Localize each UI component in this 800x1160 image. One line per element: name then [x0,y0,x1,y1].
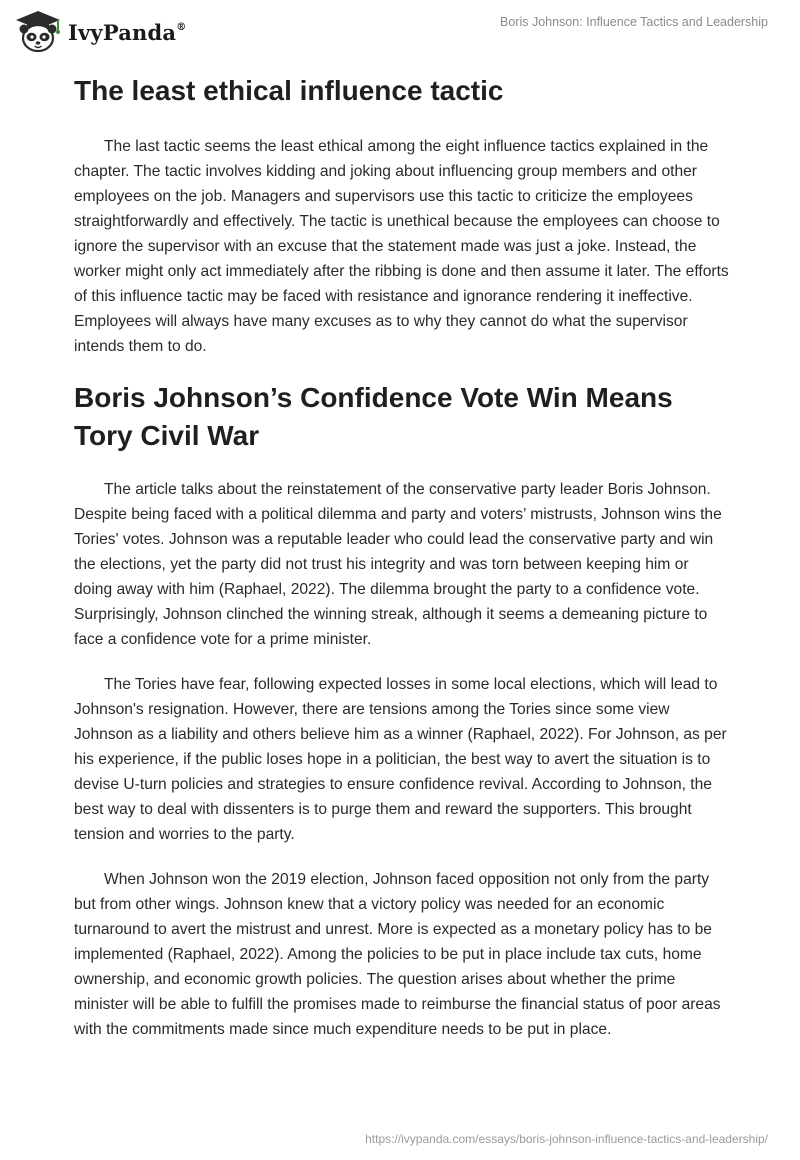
section-heading: The least ethical influence tactic [74,75,504,106]
paragraph: When Johnson won the 2019 election, Johnson faced opposition not only from the party but from other wings. Johnson knew that a victory policy was needed for an economic turnaround to avert the mistrust and unrest. More is expected as a monetary policy has to be implemented (Raphael, 2022). Among the policies to be put in place include tax cuts, home ownership, and economic growth policies. The question arises about whether the prime minister will be able to fulfill the promises made to reimburse the financial status of poor areas with the commitments made since much expenditure needs to be put in place. [74,871,721,1038]
site-logo[interactable] [14,8,186,54]
running-title: Boris Johnson: Influence Tactics and Leadership [500,15,768,29]
paragraph: The article talks about the reinstatement of the conservative party leader Boris Johnson. Despite being faced with a political dilemma and party and voters’ mistrusts, Johnson wins the Tories' votes. Johnson was a reputable leader who could lead the conservative party and win the elections, yet the party did not trust his integrity and was torn between keeping him or doing away with him (Raphael, 2022). The dilemma brought the party to a confidence vote. Surprisingly, Johnson clinched the winning streak, although it seems a demeaning picture to face a confidence vote for a prime minister. [74,481,722,648]
footer-url[interactable]: https://ivypanda.com/essays/boris-johnson-influence-tactics-and-leadership/ [365,1132,768,1146]
panda-graduate-icon [14,9,62,53]
essay-body [74,72,730,1062]
section-heading: Boris Johnson’s Confidence Vote Win Means Tory Civil War [74,382,673,451]
section-least-ethical-tactic [74,72,730,359]
page-header [0,0,800,70]
paragraph: The last tactic seems the least ethical among the eight influence tactics explained in the chapter. The tactic involves kidding and joking about influencing group members and other employees on the job. Managers and supervisors use this tactic to criticize the employees straightforwardly and effectively. The tactic is unethical because the employees can choose to ignore the supervisor with an excuse that the statement made was just a joke. Instead, the worker might only act immediately after the ribbing is done and then assume it later. The efforts of this influence tactic may be faced with resistance and ignorance rendering it ineffective. Employees will always have many excuses as to why they cannot do what the supervisor intends them to do. [74,138,729,355]
paragraph: The Tories have fear, following expected losses in some local elections, which will lead to Johnson's resignation. However, there are tensions among the Tories since some view Johnson as a liability and others believe him as a winner (Raphael, 2022). For Johnson, as per his experience, if the public loses hope in a politician, the best way to avert the situation is to devise U-turn policies and strategies to ensure confidence revival. According to Johnson, the best way to deal with dissenters is to purge them and reward the supporters. This brought tension and worries to the party. [74,676,727,843]
section-confidence-vote [74,379,730,1042]
logo-wordmark: IvyPanda® [68,19,187,45]
